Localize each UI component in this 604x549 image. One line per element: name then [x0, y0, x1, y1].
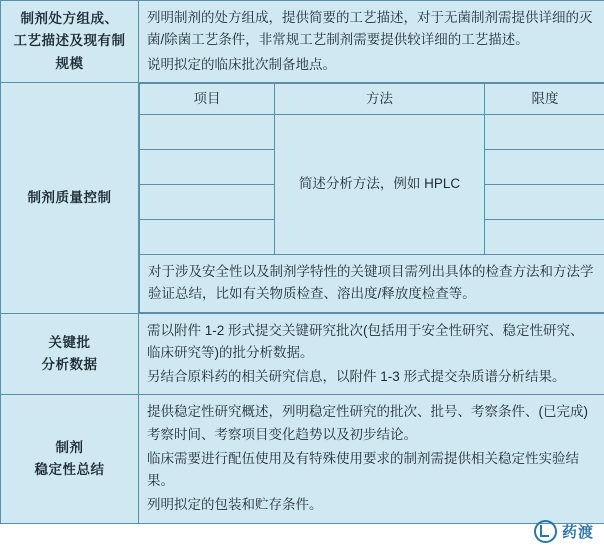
qc-cell-item[interactable]: [140, 185, 275, 220]
table-row: [1, 1, 604, 83]
row-label-quality-control: [1, 82, 139, 313]
row-label-formulation: [1, 1, 139, 83]
row-label-line: 制剂处方组成、: [20, 11, 119, 26]
qc-cell-item[interactable]: [140, 150, 275, 185]
qc-cell-limit[interactable]: [485, 115, 604, 150]
qc-row: [140, 115, 604, 150]
paragraph: 提供稳定性研究概述，列明稳定性研究的批次、批号、考察条件、(已完成)考察时间、考察项目变化趋势以及初步结论。: [147, 404, 588, 442]
qc-cell-item[interactable]: [140, 115, 275, 150]
row-content-stability-summary: [139, 395, 604, 523]
row-label-line: 制剂: [55, 439, 84, 455]
qc-cell-limit[interactable]: [485, 220, 604, 255]
qc-column-header-limit: 限度: [485, 83, 604, 114]
paragraph: 对于涉及安全性以及制剂学特性的关键项目需列出具体的检查方法和方法学验证总结，比如有关物质检查、溶出度/释放度检查等。: [148, 264, 594, 302]
row-label-line: 规模: [55, 55, 84, 71]
row-label-batch-analysis: [1, 313, 139, 395]
paragraph: 列明制剂的处方组成，提供简要的工艺描述，对于无菌制剂需提供详细的灭菌/除菌工艺条件，非常规工艺制剂需要提供较详细的工艺描述。: [147, 10, 593, 48]
table-row: [1, 395, 604, 523]
qc-note: [140, 255, 604, 312]
qc-cell-method-note: 简述分析方法，例如 HPLC: [275, 115, 485, 255]
row-label-line: 分析数据: [41, 356, 98, 372]
row-content-batch-analysis: [139, 313, 604, 395]
qc-note-row: [140, 255, 604, 313]
qc-column-header-item: 项目: [140, 83, 275, 114]
row-label-line: 工艺描述及现有制: [13, 33, 126, 49]
paragraph: 需以附件 1-2 形式提交关键研究批次(包括用于安全性研究、稳定性研究、临床研究等)的批分析数据。: [147, 322, 584, 360]
qc-cell-limit[interactable]: [485, 185, 604, 220]
table-row: [1, 313, 604, 395]
check-circle-icon: [534, 520, 557, 543]
table-row: [1, 82, 604, 313]
row-label-stability-summary: [1, 395, 139, 523]
row-label-line: 制剂质量控制: [27, 189, 112, 205]
qc-column-header-method: 方法: [275, 83, 485, 114]
paragraph: 另结合原料药的相关研究信息，以附件 1-3 形式提交杂质谱分析结果。: [147, 369, 566, 385]
watermark-label: 药渡: [561, 524, 594, 541]
paragraph: 临床需要进行配伍使用及有特殊使用要求的制剂需提供相关稳定性实验结果。: [147, 450, 579, 489]
row-label-line: 关键批: [48, 334, 91, 350]
paragraph: 列明拟定的包装和贮存条件。: [147, 497, 323, 513]
qc-note-cell: [140, 255, 604, 313]
qc-cell-limit[interactable]: [485, 150, 604, 185]
watermark: [534, 520, 594, 543]
qc-cell-item[interactable]: [140, 220, 275, 255]
paragraph: 说明拟定的临床批次制备地点。: [147, 56, 336, 72]
row-content-quality-control: [139, 82, 604, 313]
row-content-formulation: [139, 1, 604, 83]
row-label-line: 稳定性总结: [34, 462, 105, 478]
qc-header-row: [140, 83, 604, 114]
quality-control-grid: [139, 83, 604, 313]
